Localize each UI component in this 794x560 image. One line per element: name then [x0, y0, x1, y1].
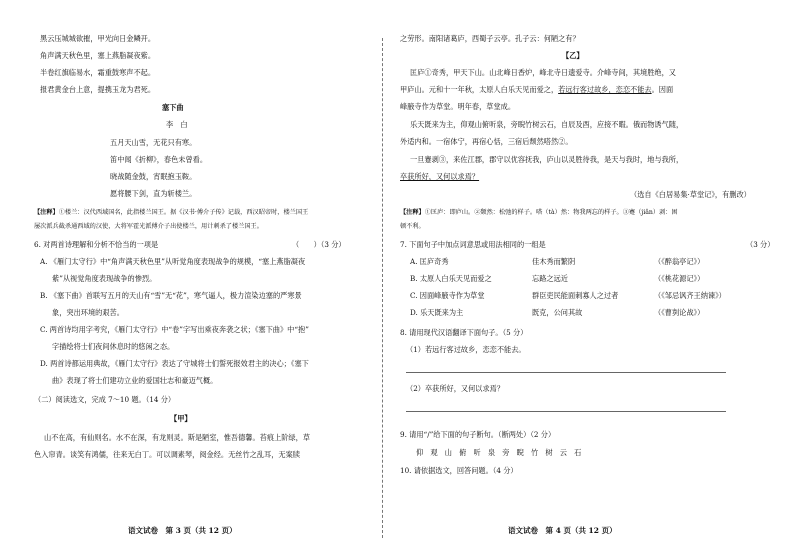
q9-stem: 9. 请用“/”给下面的句子断句。（断两处）（2 分） [400, 430, 556, 439]
yi-underlined-sentence-1: 若远行客过故乡，恋恋不能去 [558, 85, 652, 94]
jia-line-1: 山不在高，有仙则名。水不在深，有龙则灵。斯是陋室，惟吾德馨。苔痕上阶绿，草 [44, 433, 310, 442]
yi-source: （选自《白居易集·草堂记》，有删改） [630, 190, 751, 199]
q7-option-b-compare: 忘路之远近 [532, 274, 568, 283]
q8-sentence-1: （1）若远行客过故乡，恋恋不能去。 [406, 345, 526, 354]
poem2-line-4: 愿将腰下剑，直为斩楼兰。 [110, 189, 197, 198]
yi-title: 【乙】 [562, 51, 584, 60]
q6-option-c-line-2: 字描绘将士们夜间休息时的悠闲之态。 [52, 342, 175, 351]
q6-stem: 6. 对两首诗理解和分析不恰当的一项是 [34, 240, 159, 249]
footer-left: 语文试卷 第 3 页（共 12 页） [128, 526, 237, 535]
poem2-line-3: 晓战随金鼓，宵眠抱玉鞍。 [110, 172, 197, 181]
poem1-line-3: 半卷红旗临易水，霜重鼓寒声不起。 [40, 68, 156, 77]
poem2-line-1: 五月天山雪，无花只有寒。 [110, 138, 197, 147]
q6-option-a-line-1: A. 《雁门太守行》中“角声满天秋色里”从听觉角度表现战争的规模，“塞上燕脂凝夜 [40, 257, 306, 266]
notes-left-line-2: 屡次派兵截杀通西域的汉使，大将军霍光派傅介子出使楼兰，用计刺杀了楼兰国王。 [34, 223, 263, 230]
notes-right-line-1: 【注释】①匡庐：即庐山。②颓然：松弛的样子。嗒（tà）然：物我两忘的样子。③蹇（jiǎn）剥：困 [400, 209, 678, 216]
q10-stem: 10. 请依据选文，回答问题。（4 分） [400, 466, 518, 475]
q8-answer-line-1[interactable] [406, 372, 726, 373]
q6-option-d-line-2: 曲》表现了将士们建功立业的爱国壮志和豪迈气概。 [52, 376, 218, 385]
poem1-line-1: 黑云压城城欲摧，甲光向日金鳞开。 [40, 34, 156, 43]
page-right [392, 0, 788, 560]
q7-option-b-word: B. 太原人白乐天见而爱之 [410, 274, 492, 283]
q6-option-b-line-1: B. 《塞下曲》首联写五月的天山有“雪”无“花”，寒气逼人，极力渲染边塞的严寒景 [40, 291, 302, 300]
page-left [0, 0, 380, 560]
q7-option-d-source: （《曹刿论战》） [654, 308, 705, 317]
q7-option-b-source: （《桃花源记》） [654, 274, 705, 283]
q6-option-b-line-2: 象，突出环境的艰苦。 [52, 308, 124, 317]
q6-option-c-line-1: C. 两首诗均用字考究，《雁门太守行》中“卷”字写出乘夜奔袭之状；《塞下曲》中“抱” [40, 325, 309, 334]
section-2-heading: （二）阅读选文，完成 7～10 题。（14 分） [34, 395, 176, 404]
jia-line-2: 色入帘青。谈笑有鸿儒，往来无白丁。可以调素琴，阅金经。无丝竹之乱耳，无案牍 [34, 450, 300, 459]
q8-stem: 8. 请用现代汉语翻译下面句子。（5 分） [400, 328, 528, 337]
notes-left-line-1: 【注释】①楼兰：汉代西域国名，此指楼兰国王。据《汉书·傅介子传》记载，西汉昭帝时，楼兰国王 [34, 209, 309, 216]
yi-p2-line-2: 外适内和。一宿体宁，再宿心恬，三宿后颓然嗒然②。 [400, 137, 573, 146]
q8-sentence-2: （2）卒获所好，又何以求焉？ [406, 384, 505, 393]
page-divider [382, 38, 383, 538]
poem2-title: 塞下曲 [162, 103, 184, 112]
poem1-line-2: 角声满天秋色里，塞上燕脂凝夜紫。 [40, 51, 156, 60]
q7-stem: 7. 下面句子中加点词意思或用法相同的一组是 [400, 240, 546, 249]
q6-option-a-line-2: 紫”从视觉角度表现战争的惨烈。 [52, 274, 157, 283]
notes-label: 【注释】 [34, 209, 59, 216]
poem1-line-4: 报君黄金台上意，提携玉龙为君死。 [40, 85, 156, 94]
q7-option-c-word: C. 因面峰腋寺作为草堂 [410, 291, 485, 300]
jia-title: 【甲】 [170, 414, 192, 423]
q7-option-a-word: A. 匡庐奇秀 [410, 257, 449, 266]
q7-option-a-compare: 佳木秀而繁阴 [532, 257, 576, 266]
q7-option-a-source: （《醉翁亭记》） [654, 257, 705, 266]
yi-p2-line-1: 乐天既来为主，仰观山俯听泉，旁睨竹树云石，自辰及酉，应接不暇。俄而物诱气随， [410, 120, 684, 129]
q7-option-c-compare: 群臣吏民能面刺寡人之过者 [532, 291, 619, 300]
notes-label: 【注释】 [400, 209, 425, 216]
jia-tail: 之劳形。南阳诸葛庐，西蜀子云亭。孔子云：何陋之有？ [400, 34, 580, 43]
q7-option-d-compare: 既克，公问其故 [532, 308, 583, 317]
poem2-line-2: 笛中闻《折柳》，春色未曾看。 [110, 155, 208, 164]
yi-p1-line-3: 峰腋寺作为草堂。明年春，草堂成。 [400, 102, 516, 111]
q6-score: （ ）（3 分） [292, 240, 346, 249]
yi-p1-line-2: 甲庐山。元和十一年秋，太原人白乐天见而爱之，若远行客过故乡，恋恋不能去。因面 [400, 85, 674, 94]
q7-option-c-source: （《邹忌讽齐王纳谏》） [654, 291, 726, 300]
q6-option-d-line-1: D. 两首诗都运用典故，《雁门太守行》表达了守城将士们誓死报效君主的决心；《塞下 [40, 359, 309, 368]
poem2-author: 李 白 [166, 120, 188, 129]
q9-text: 仰 观 山 俯 听 泉 旁 睨 竹 树 云 石 [416, 448, 582, 457]
notes-right-line-2: 顿不利。 [400, 223, 425, 230]
yi-underlined-sentence-2: 卒获所好，又何以求焉？ [400, 172, 480, 181]
q7-score: （3 分） [746, 240, 775, 249]
footer-right: 语文试卷 第 4 页（共 12 页） [508, 526, 617, 535]
q7-option-d-word: D. 乐天既来为主 [410, 308, 464, 317]
yi-p1-line-1: 匡庐①奇秀，甲天下山。山北峰日香炉，峰北寺日遗爱寺。介峰寺间，其境胜绝，又 [410, 68, 676, 77]
q8-answer-line-2[interactable] [406, 411, 726, 412]
yi-p3-line-1: 一旦蹇剥③，来佐江郡，郡守以优容抚我，庐山以灵胜待我，是天与我时，地与我所， [410, 155, 684, 164]
